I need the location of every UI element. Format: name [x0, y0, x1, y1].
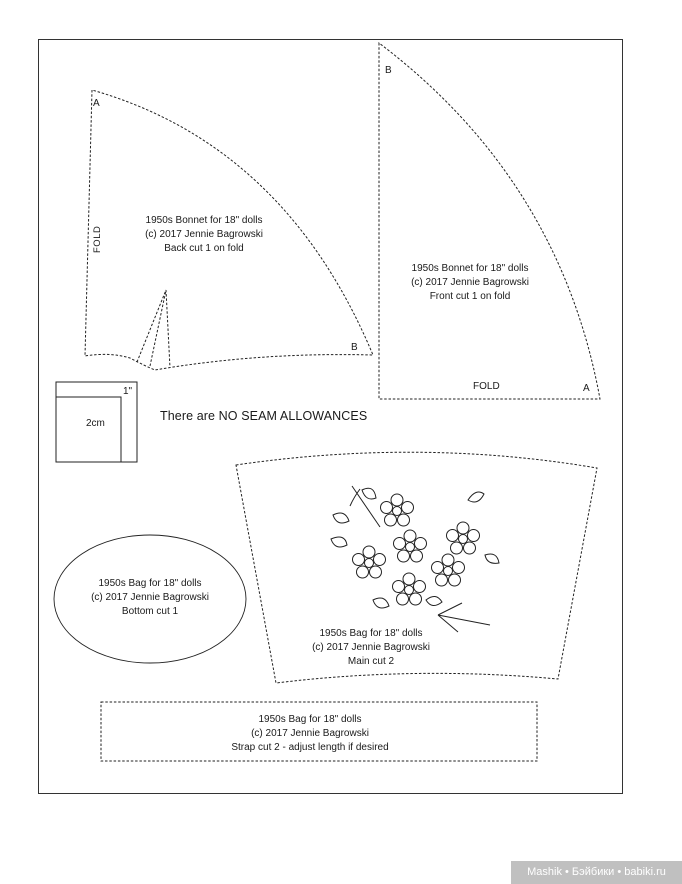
flower [381, 494, 414, 526]
bonnet-back-corner-a: A [93, 98, 100, 109]
stem [350, 489, 360, 506]
leaf [333, 513, 349, 523]
stem [352, 486, 380, 527]
flower [394, 530, 427, 562]
bonnet-front-title: 1950s Bonnet for 18" dolls [411, 263, 529, 274]
scale-label-2-cm: 2cm [86, 418, 105, 429]
bonnet-front-copyright: (c) 2017 Jennie Bagrowski [411, 277, 529, 288]
leaf [426, 596, 442, 605]
bag-main-title: 1950s Bag for 18" dolls [319, 628, 423, 639]
bonnet-back-instruction: Back cut 1 on fold [164, 243, 244, 254]
bag-bottom-instruction: Bottom cut 1 [121, 606, 179, 617]
flower [353, 546, 386, 578]
bag-bottom-copyright: (c) 2017 Jennie Bagrowski [91, 592, 209, 603]
watermark: Mashik • Бэйбики • babiki.ru [511, 861, 682, 884]
bonnet-front-piece [379, 43, 600, 399]
bonnet-front-outline [379, 43, 600, 399]
bonnet-back-copyright: (c) 2017 Jennie Bagrowski [145, 229, 263, 240]
leaf [485, 554, 499, 563]
leaf [362, 488, 376, 499]
bonnet-front-instruction: Front cut 1 on fold [429, 291, 511, 302]
bonnet-front-fold-label: FOLD [473, 381, 500, 392]
bag-strap-instruction: Strap cut 2 - adjust length if desired [231, 742, 389, 753]
bag-main-copyright: (c) 2017 Jennie Bagrowski [312, 642, 430, 653]
flower [447, 522, 480, 554]
bonnet-back-title: 1950s Bonnet for 18" dolls [145, 215, 263, 226]
bag-strap-title: 1950s Bag for 18" dolls [258, 714, 362, 725]
bonnet-back-corner-b: B [351, 342, 358, 353]
seam-allowance-notice: There are NO SEAM ALLOWANCES [160, 409, 368, 423]
leaf [373, 598, 389, 608]
leaf [331, 537, 347, 547]
flower [393, 573, 426, 605]
bag-strap-copyright: (c) 2017 Jennie Bagrowski [251, 728, 369, 739]
bonnet-front-corner-a: A [583, 383, 590, 394]
flower [432, 554, 465, 586]
bonnet-front-corner-b: B [385, 65, 392, 76]
embroidery-motif [331, 486, 499, 632]
leaf [468, 492, 484, 502]
stem-arrow [438, 603, 490, 632]
bonnet-back-fold-label: FOLD [92, 225, 103, 253]
bag-main-instruction: Main cut 2 [347, 656, 395, 667]
bag-bottom-title: 1950s Bag for 18" dolls [98, 578, 202, 589]
scale-label-1-inch: 1" [123, 386, 133, 397]
bonnet-back-dart [137, 290, 170, 368]
